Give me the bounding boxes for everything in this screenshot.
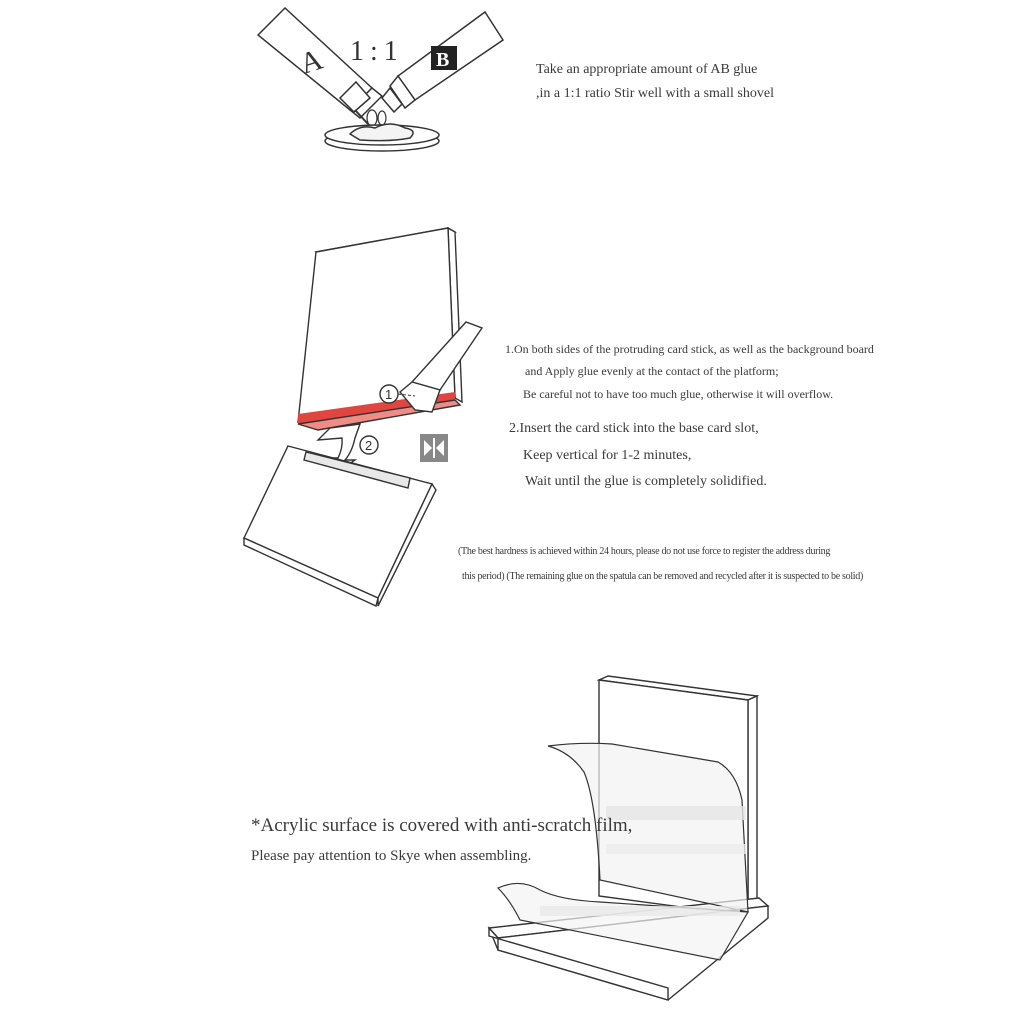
step1-instruction-line1: Take an appropriate amount of AB glue [536, 62, 758, 77]
step2-instr1-line2: and Apply glue evenly at the contact of the platform; [525, 364, 779, 378]
step2-note-line2: this period) (The remaining glue on the spatula can be removed and recycled after it is suspected to be solid) [462, 571, 864, 582]
step3-note-line2: Please pay attention to Skye when assembling. [251, 848, 532, 864]
step2-instr2-line1: 2.Insert the card stick into the base card slot, [509, 421, 759, 436]
step3-note-line1: *Acrylic surface is covered with anti-scratch film, [251, 815, 633, 836]
step1-instruction-line2: ,in a 1:1 ratio Stir well with a small shovel [536, 86, 774, 101]
step2-instr2-line2: Keep vertical for 1-2 minutes, [523, 448, 692, 463]
step-marker-2-text: 2 [365, 438, 373, 453]
step2-instr1-line1: 1.On both sides of the protruding card stick, as well as the background board [505, 342, 874, 356]
step-marker-1-text: 1 [385, 387, 393, 402]
step2-instr1-line3: Be careful not to have too much glue, otherwise it will overflow. [523, 387, 834, 401]
label-b: B [436, 49, 450, 71]
step2-note-line1: (The best hardness is achieved within 24 hours, please do not use force to register the address during [458, 546, 831, 557]
label-a: A [295, 42, 327, 81]
ratio-label: 1:1 [350, 36, 404, 67]
step2-instr2-line3: Wait until the glue is completely solidified. [525, 474, 767, 489]
